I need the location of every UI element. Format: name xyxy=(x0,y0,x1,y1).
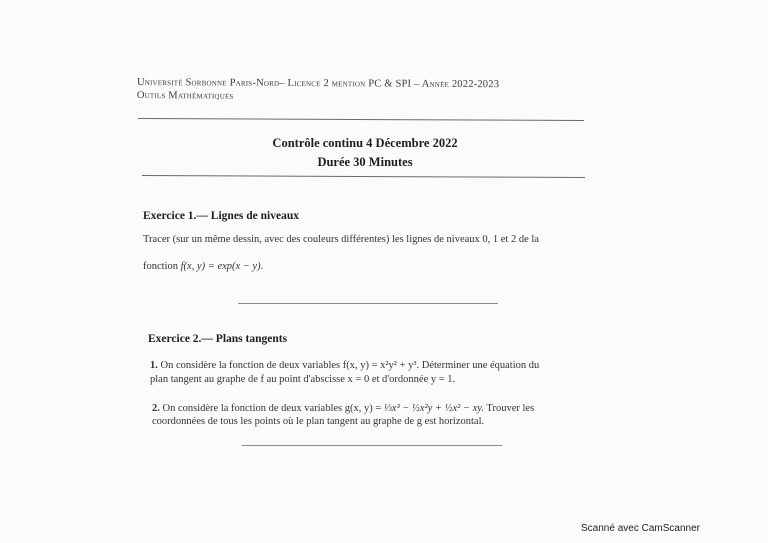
exercise2-q2-number: 2. xyxy=(152,403,160,414)
exercise1-separator xyxy=(238,303,498,304)
exercise2-q1-line2: plan tangent au graphe de f au point d'abscisse x = 0 et d'ordonnée y = 1. xyxy=(150,374,456,385)
exercise2-q2-line1 xyxy=(152,402,534,415)
exercise1-line2-prefix: fonction xyxy=(143,261,181,272)
header-course-line: Outils Mathématiques xyxy=(136,89,234,102)
exercise2-q1-number: 1. xyxy=(150,360,158,371)
exercise2-q2-formula: ⅓x³ − ½x²y + ½x² − xy. xyxy=(383,403,484,414)
header-university-line: Université Sorbonne Paris-Nord– Licence 2 mention PC & SPI – Année 2022-2023 xyxy=(136,76,500,91)
exercise1-line2-suffix: . xyxy=(260,261,264,272)
exercise1-function: f(x, y) = exp(x − y) xyxy=(180,261,261,272)
exercise2-q2-line2: coordonnées de tous les points où le plan tangent au graphe de g est horizontal. xyxy=(152,416,485,427)
exercise2-q2-suffix: Trouver les xyxy=(484,403,535,414)
exercise1-title: Exercice 1.— Lignes de niveaux xyxy=(143,210,299,222)
exercise1-line1: Tracer (sur un même dessin, avec des couleurs différentes) les lignes de niveaux 0, 1 et 2 de la xyxy=(143,234,539,245)
exam-duration-line: Durée 30 Minutes xyxy=(317,155,413,169)
camscanner-watermark: Scanné avec CamScanner xyxy=(581,523,700,534)
exercise2-separator xyxy=(242,445,502,446)
top-rule xyxy=(138,118,584,121)
exercise2-q1-line1 xyxy=(150,359,539,372)
document-header xyxy=(137,76,499,104)
exam-title-line: Contrôle continu 4 Décembre 2022 xyxy=(272,136,458,150)
exercise1-line2 xyxy=(143,260,263,273)
exercise2-q2-prefix: On considère la fonction de deux variables g(x, y) = xyxy=(162,403,384,414)
title-bottom-rule xyxy=(142,175,585,178)
exercise2-q1-text: On considère la fonction de deux variables f(x, y) = x²y² + y³. Déterminer une équation du xyxy=(160,360,540,371)
exam-title xyxy=(150,134,580,172)
exercise2-title: Exercice 2.— Plans tangents xyxy=(148,333,288,345)
